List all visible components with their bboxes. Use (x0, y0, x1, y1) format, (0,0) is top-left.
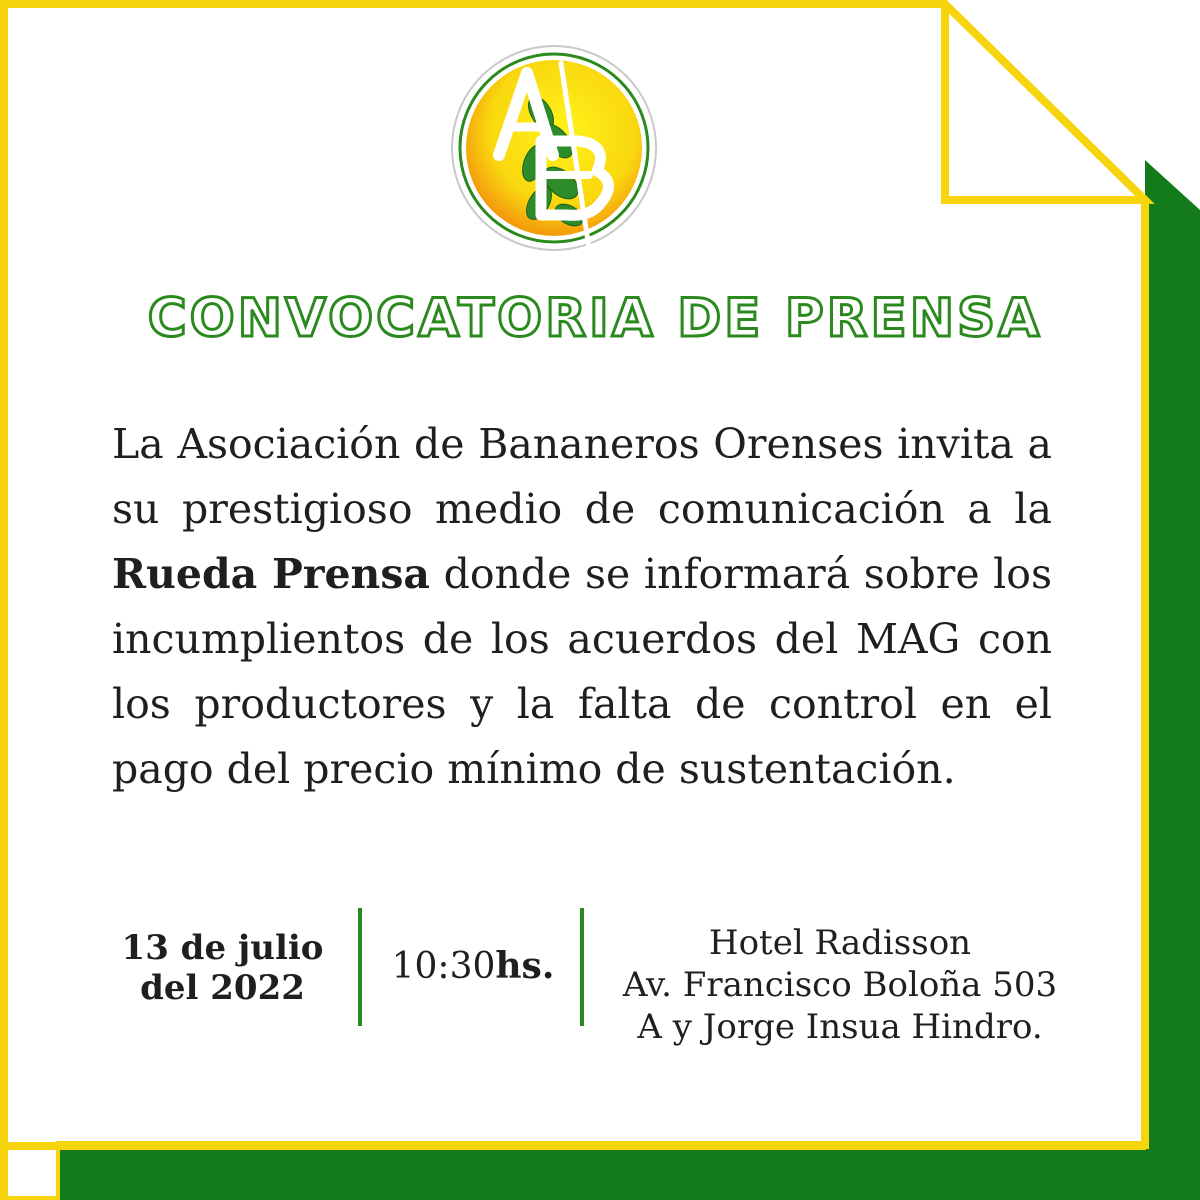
invitation-text-before: La Asociación de Bananeros Orenses invita a su prestigioso medio de comunicación a la (112, 420, 1052, 533)
event-location (600, 922, 1080, 1048)
address-line-1: Av. Francisco Boloña 503 (622, 965, 1058, 1005)
event-time (378, 945, 568, 988)
venue-name: Hotel Radisson (708, 923, 972, 963)
event-date-line-1: 13 de julio (121, 928, 324, 968)
invitation-paragraph (112, 412, 1052, 802)
event-details (0, 900, 1200, 1047)
folded-corner (945, 4, 1145, 200)
divider-line (358, 908, 362, 1026)
event-name-highlight: Rueda Prensa (112, 550, 430, 598)
headline-title: CONVOCATORIA DE PRENSA (147, 288, 1043, 349)
event-time-value: 10:30 (391, 946, 496, 987)
event-date-line-2: del 2022 (140, 968, 305, 1008)
address-line-2: A y Jorge Insua Hindro. (637, 1007, 1043, 1047)
event-date (100, 928, 345, 1008)
bottom-green-band (60, 1150, 1200, 1200)
invitation-text-after: donde se informará sobre los incumplientos de los acuerdos del MAG con los productores y la falta de control en el pago del precio mínimo de sustentación. (112, 550, 1053, 793)
event-time-suffix: hs. (495, 945, 555, 987)
divider-line (580, 908, 584, 1026)
association-logo (449, 43, 659, 253)
